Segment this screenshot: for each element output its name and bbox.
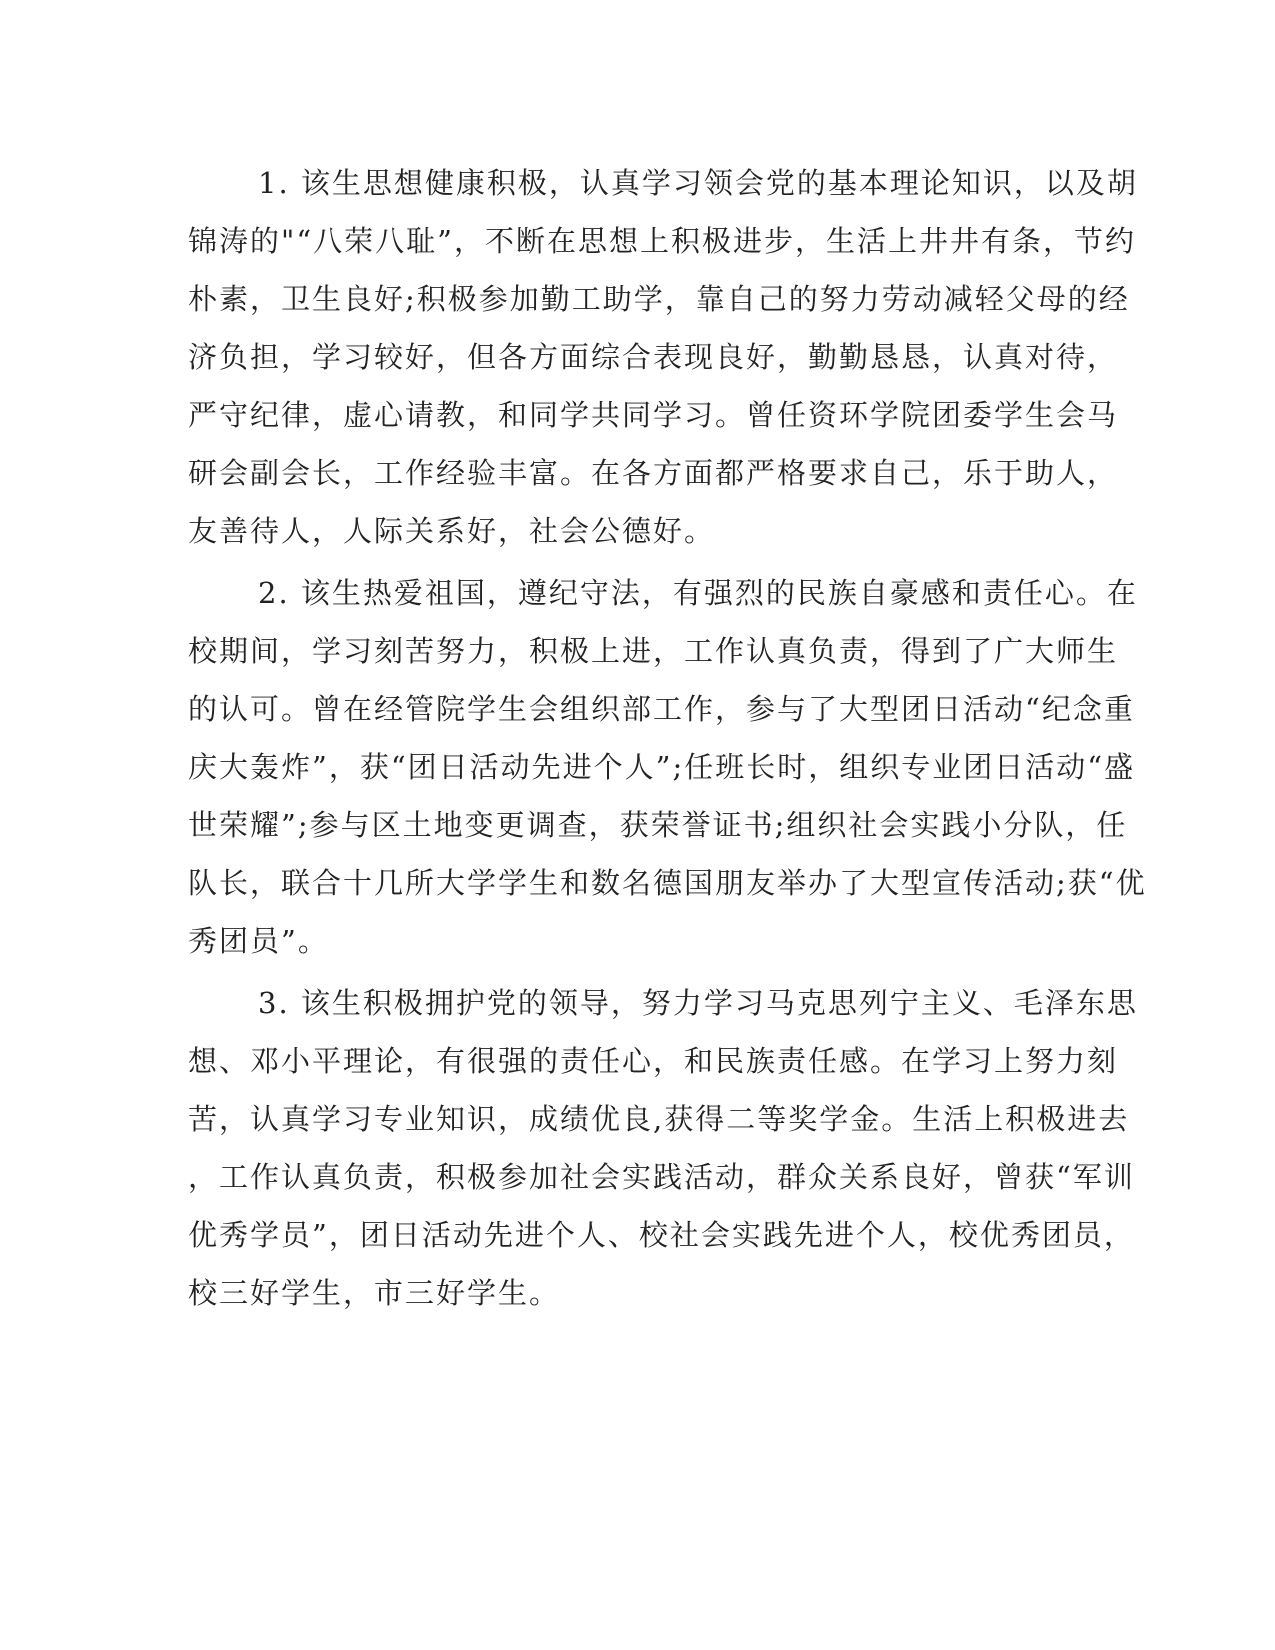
paragraph-2-line-1: 2. 该生热爱祖国，遵纪守法，有强烈的民族自豪感和责任心。在 (258, 576, 1138, 610)
paragraph-3-line-2: 想、邓小平理论，有很强的责任心，和民族责任感。在学习上努力刻 (188, 1044, 1119, 1078)
paragraph-3-line-4: ，工作认真负责，积极参加社会实践活动，群众关系良好，曾获“军训 (188, 1160, 1135, 1194)
paragraph-1-line-7: 友善待人，人际关系好，社会公德好。 (188, 514, 716, 548)
paragraph-3-line-1: 3. 该生积极拥护党的领导，努力学习马克思列宁主义、毛泽东思 (258, 986, 1138, 1020)
paragraph-2-line-5: 世荣耀”;参与区土地变更调查，获荣誉证书;组织社会实践小分队，任 (188, 808, 1128, 842)
paragraph-1-line-1: 1. 该生思想健康积极，认真学习领会党的基本理论知识，以及胡 (258, 166, 1138, 200)
paragraph-1-line-3: 朴素，卫生良好;积极参加勤工助学，靠自己的努力劳动减轻父母的经 (188, 282, 1130, 316)
paragraph-3-line-3: 苦，认真学习专业知识，成绩优良,获得二等奖学金。生活上积极进去 (188, 1102, 1130, 1136)
paragraph-2-line-2: 校期间，学习刻苦努力，积极上进，工作认真负责，得到了广大师生 (188, 634, 1119, 668)
paragraph-2-line-7: 秀团员”。 (188, 924, 329, 958)
paragraph-2-line-4: 庆大轰炸”，获“团日活动先进个人”;任班长时，组织专业团日活动“盛 (188, 750, 1136, 784)
paragraph-1-line-6: 研会副会长，工作经验丰富。在各方面都严格要求自己，乐于助人， (188, 456, 1119, 490)
paragraph-1-line-5: 严守纪律，虚心请教，和同学共同学习。曾任资环学院团委学生会马 (188, 398, 1119, 432)
paragraph-2-line-3: 的认可。曾在经管院学生会组织部工作，参与了大型团日活动“纪念重 (188, 692, 1135, 726)
paragraph-3-line-5: 优秀学员”，团日活动先进个人、校社会实践先进个人，校优秀团员， (188, 1218, 1135, 1252)
paragraph-1-line-4: 济负担，学习较好，但各方面综合表现良好，勤勤恳恳，认真对待， (188, 340, 1119, 374)
paragraph-1-line-2: 锦涛的"“八荣八耻”，不断在思想上积极进步，生活上井井有条，节约 (188, 224, 1136, 258)
paragraph-2-line-6: 队长，联合十几所大学学生和数名德国朋友举办了大型宣传活动;获“优 (188, 866, 1147, 900)
paragraph-3-line-6: 校三好学生，市三好学生。 (188, 1276, 561, 1310)
